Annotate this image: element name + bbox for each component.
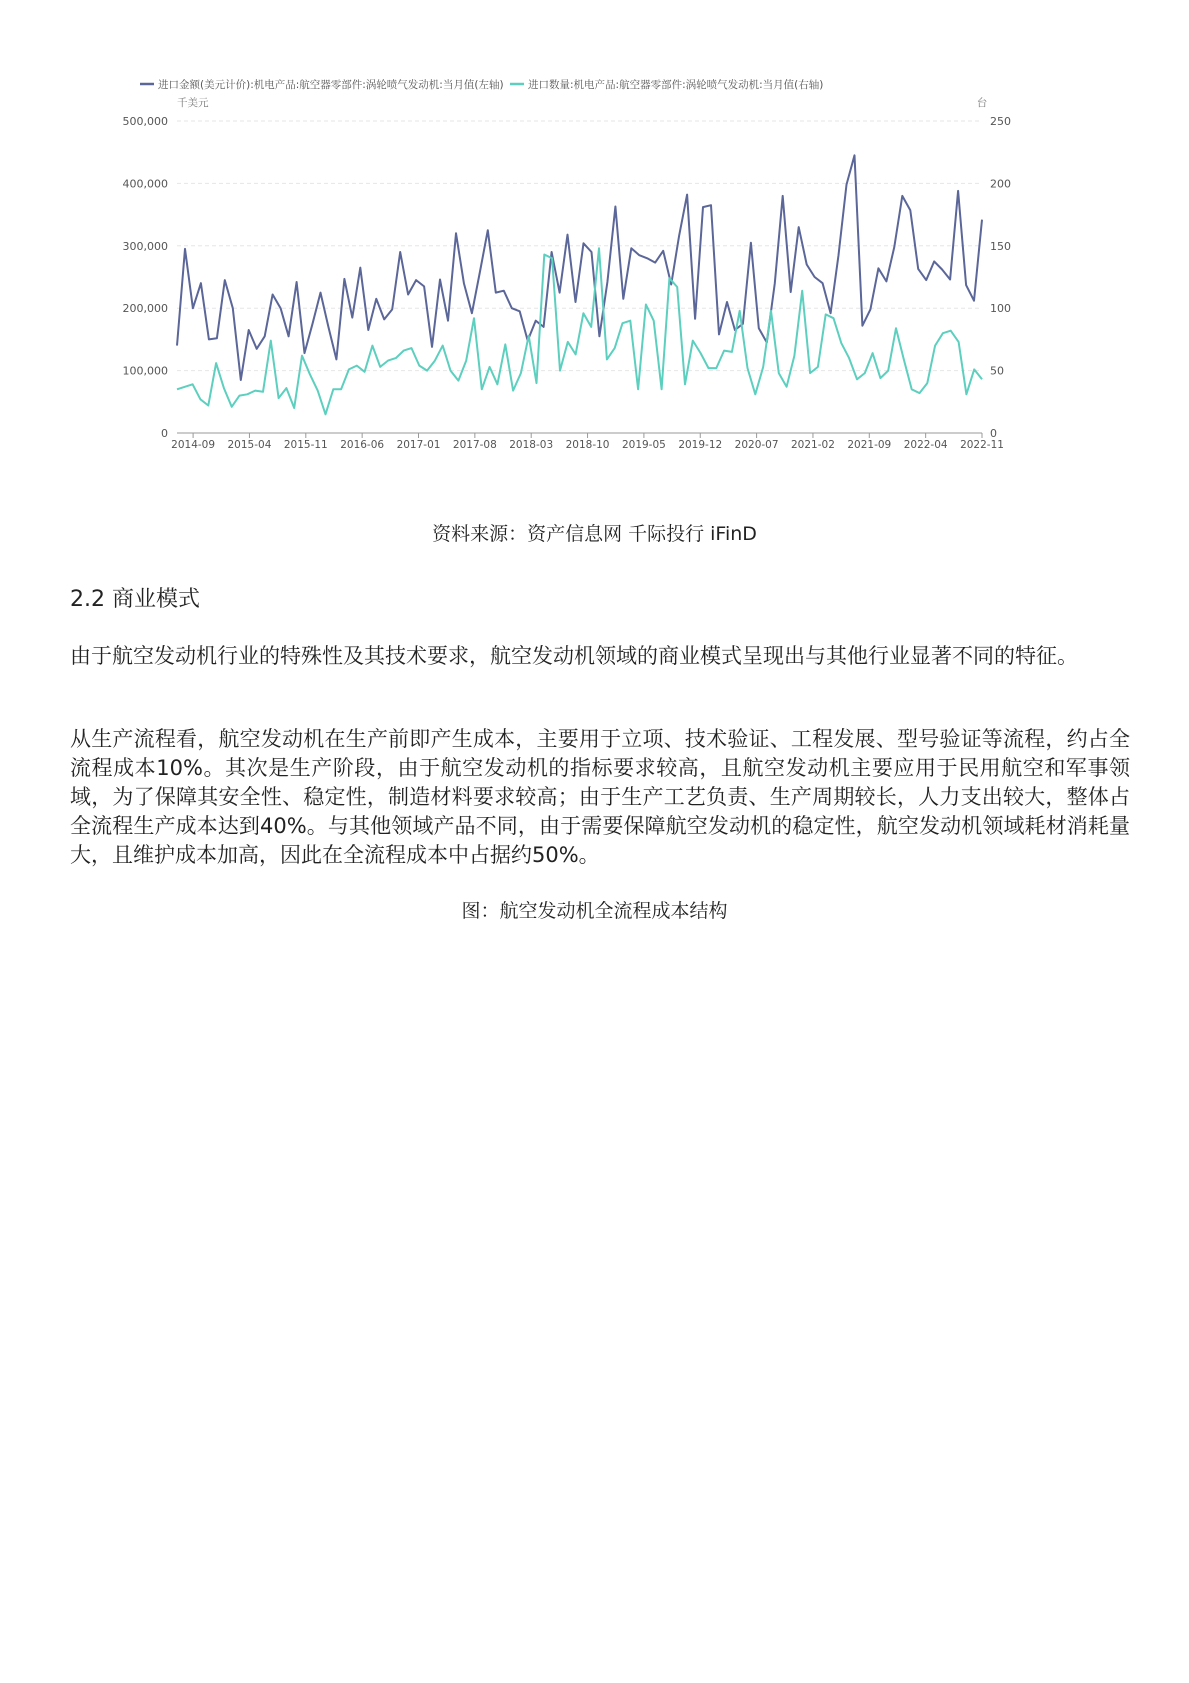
- left-axis-unit: 千美元: [177, 97, 209, 109]
- x-tick-label: 2022-04: [903, 439, 948, 451]
- x-tick-label: 2016-06: [340, 439, 385, 451]
- right-tick-label: 50: [990, 364, 1004, 378]
- x-tick-label: 2020-07: [734, 439, 779, 451]
- x-tick-label: 2017-01: [396, 439, 441, 451]
- left-tick-label: 500,000: [122, 115, 168, 128]
- figure-caption: 图：航空发动机全流程成本结构: [461, 900, 728, 922]
- x-tick-label: 2018-10: [565, 439, 610, 451]
- right-tick-label: 250: [990, 115, 1011, 128]
- x-tick-label: 2021-09: [847, 439, 892, 451]
- right-tick-label: 200: [990, 177, 1011, 191]
- chart-source: 资料来源：资产信息网 千际投行 iFinD: [432, 523, 757, 545]
- paragraph: 从生产流程看，航空发动机在生产前即产生成本，主要用于立项、技术验证、工程发展、型号验证等流程，约占全流程成本10%。其次是生产阶段，由于航空发动机的指标要求较高，且航空发动机主要应用于民用航空和军事领域，为了保障其安全性、稳定性，制造材料要求较高；由于生产工艺负责、生产周期较长，人力支出较大，整体占全流程生产成本达到40%。与其他领域产品不同，由于需要保障航空发动机的稳定性，航空发动机领域耗材消耗量大，且维护成本加高，因此在全流程成本中占据约50%。: [70, 727, 1130, 867]
- series-line: [177, 155, 982, 380]
- section-title: 2.2 商业模式: [70, 587, 200, 612]
- x-tick-label: 2015-04: [227, 439, 272, 451]
- legend-label: 进口金额(美元计价):机电产品:航空器零部件:涡轮喷气发动机:当月值(左轴): [158, 79, 504, 91]
- x-tick-label: 2019-05: [621, 439, 666, 451]
- right-tick-label: 0: [990, 427, 997, 440]
- left-tick-label: 300,000: [122, 239, 168, 253]
- chart-svg: [120, 76, 1110, 496]
- right-tick-label: 100: [990, 302, 1011, 316]
- x-tick-label: 2015-11: [283, 439, 328, 451]
- x-tick-label: 2022-11: [960, 439, 1004, 451]
- right-axis-unit: 台: [976, 97, 988, 109]
- left-tick-label: 0: [161, 427, 168, 440]
- x-tick-label: 2018-03: [509, 439, 554, 451]
- right-tick-label: 150: [990, 239, 1011, 253]
- left-tick-label: 200,000: [122, 302, 168, 316]
- x-tick-label: 2017-08: [452, 439, 497, 451]
- x-tick-label: 2014-09: [171, 439, 216, 451]
- import-chart: [120, 76, 1110, 496]
- legend-label: 进口数量:机电产品:航空器零部件:涡轮喷气发动机:当月值(右轴): [528, 79, 824, 91]
- x-tick-label: 2021-02: [791, 439, 835, 451]
- left-tick-label: 400,000: [122, 177, 168, 191]
- paragraph: 由于航空发动机行业的特殊性及其技术要求，航空发动机领域的商业模式呈现出与其他行业显著不同的特征。: [70, 644, 1078, 668]
- x-tick-label: 2019-12: [678, 439, 723, 451]
- left-tick-label: 100,000: [122, 364, 168, 378]
